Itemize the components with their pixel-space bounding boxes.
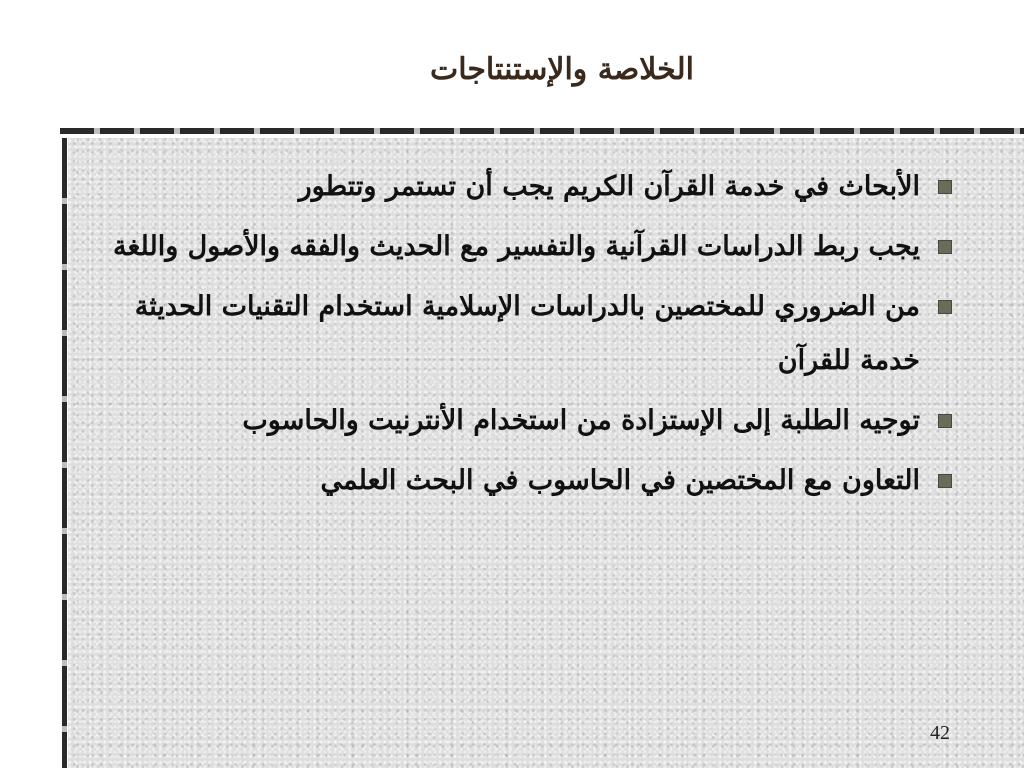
bullet-text: من الضروري للمختصين بالدراسات الإسلامية استخدام التقنيات الحديثة خدمة للقرآن: [134, 291, 920, 376]
bullet-list: [92, 160, 952, 514]
bullet-item: [92, 280, 952, 388]
bullet-item: [92, 394, 952, 448]
top-divider: [60, 128, 1024, 134]
square-bullet-icon: [938, 240, 952, 254]
bullet-item: [92, 220, 952, 274]
bullet-text: يجب ربط الدراسات القرآنية والتفسير مع الحديث والفقه والأصول واللغة: [113, 231, 920, 262]
bullet-text: الأبحاث في خدمة القرآن الكريم يجب أن تستمر وتتطور: [298, 171, 920, 202]
square-bullet-icon: [938, 474, 952, 488]
slide-title: الخلاصة والإستنتاجات: [429, 52, 695, 87]
bullet-item: [92, 160, 952, 214]
square-bullet-icon: [938, 414, 952, 428]
square-bullet-icon: [938, 180, 952, 194]
bullet-text: توجيه الطلبة إلى الإستزادة من استخدام الأنترنيت والحاسوب: [242, 405, 920, 436]
left-divider: [62, 138, 67, 768]
bullet-item: [92, 454, 952, 508]
bullet-text: التعاون مع المختصين في الحاسوب في البحث العلمي: [320, 465, 920, 496]
square-bullet-icon: [938, 300, 952, 314]
page-number: 42: [930, 722, 950, 744]
